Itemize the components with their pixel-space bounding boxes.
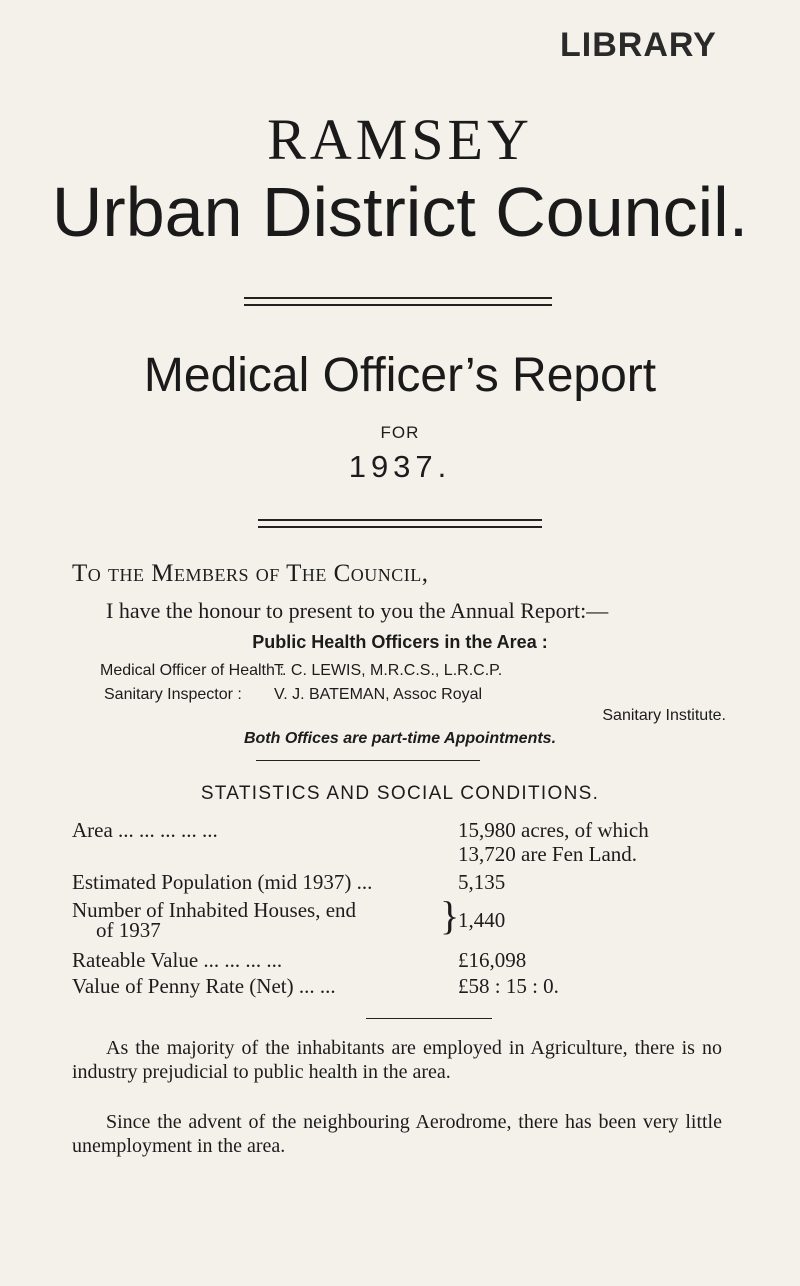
mo-value: T. C. LEWIS, M.R.C.S., L.R.C.P. bbox=[274, 662, 503, 679]
si-label: Sanitary Inspector : bbox=[104, 686, 242, 703]
report-title: Medical Officer’s Report bbox=[143, 349, 657, 402]
stat-label-area: Area ... ... ... ... ... bbox=[72, 818, 218, 842]
mo-label: Medical Officer of Health : bbox=[100, 662, 284, 679]
stat-value-penny-rate: £58 : 15 : 0. bbox=[458, 974, 559, 998]
brace-icon: } bbox=[440, 893, 460, 938]
officers-note: Both Offices are part-time Appointments. bbox=[243, 730, 557, 747]
council-name: RAMSEY bbox=[267, 107, 533, 172]
report-year: 1937. bbox=[348, 449, 452, 484]
stat-label-population: Estimated Population (mid 1937) ... bbox=[72, 870, 373, 894]
divider bbox=[366, 1018, 492, 1019]
paragraph-aerodrome: Since the advent of the neighbouring Aerodrome, there has been very little unemployment in the area. bbox=[72, 1111, 722, 1157]
si-value-cont: Sanitary Institute. bbox=[602, 707, 726, 724]
intro-line: I have the honour to present to you the Annual Report:— bbox=[106, 598, 609, 623]
paragraph-agriculture: As the majority of the inhabitants are employed in Agriculture, there is no industry prejudicial to public health in the area. bbox=[72, 1037, 722, 1083]
stat-value-area: 15,980 acres, of which bbox=[458, 818, 649, 842]
library-stamp: LIBRARY bbox=[560, 26, 717, 64]
stat-value-houses: 1,440 bbox=[458, 908, 506, 932]
stat-value-population: 5,135 bbox=[458, 870, 506, 894]
stat-label-houses-cont: of 1937 bbox=[96, 918, 161, 942]
stat-label-rateable: Rateable Value ... ... ... ... bbox=[72, 948, 283, 972]
si-value: V. J. BATEMAN, Assoc Royal bbox=[274, 686, 483, 703]
divider bbox=[258, 519, 542, 528]
greeting: To the Members of The Council, bbox=[72, 560, 429, 587]
for-label: FOR bbox=[380, 423, 420, 442]
officers-heading: Public Health Officers in the Area : bbox=[252, 632, 548, 652]
divider bbox=[256, 760, 480, 761]
council-subtitle: Urban District Council. bbox=[51, 173, 749, 251]
stat-value-rateable: £16,098 bbox=[458, 948, 527, 972]
divider bbox=[244, 297, 552, 306]
stat-label-penny-rate: Value of Penny Rate (Net) ... ... bbox=[72, 974, 336, 998]
stat-label-houses: Number of Inhabited Houses, end bbox=[72, 898, 357, 922]
stats-heading: STATISTICS AND SOCIAL CONDITIONS. bbox=[200, 783, 600, 804]
stat-value-area-cont: 13,720 are Fen Land. bbox=[458, 842, 638, 866]
